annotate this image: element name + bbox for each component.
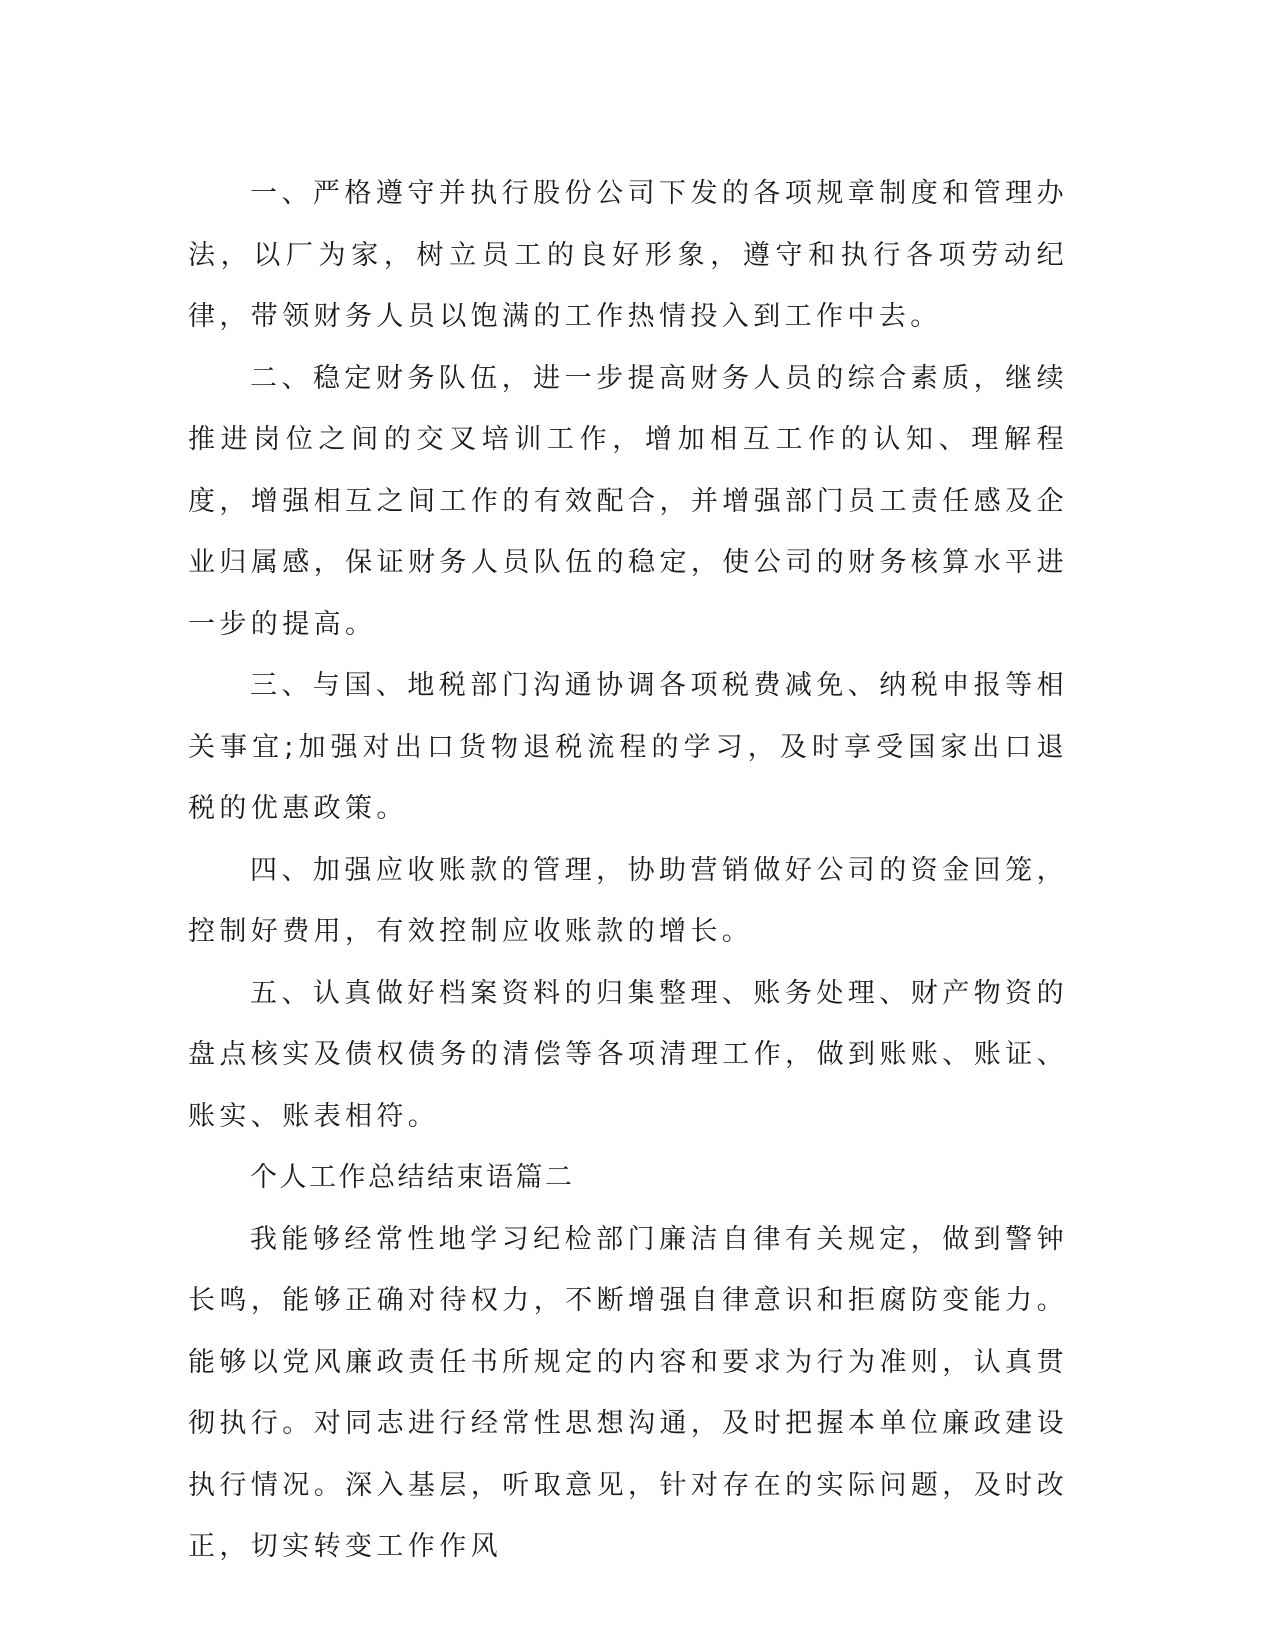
- paragraph-4: 四、加强应收账款的管理，协助营销做好公司的资金回笼，控制好费用，有效控制应收账款的增长。: [188, 854, 1068, 947]
- section-heading: 个人工作总结结束语篇二: [250, 1162, 575, 1193]
- section-paragraph: 我能够经常性地学习纪检部门廉洁自律有关规定，做到警钟长鸣，能够正确对待权力，不断增强自律意识和拒腐防变能力。能够以党风廉政责任书所规定的内容和要求为行为准则，认真贯彻执行。对同志进行经常性思想沟通，及时把握本单位廉政建设执行情况。深入基层，听取意见，针对存在的实际问题，及时改正，切实转变工作作风: [188, 1223, 1068, 1562]
- paragraph-3: 三、与国、地税部门沟通协调各项税费减免、纳税申报等相关事宜;加强对出口货物退税流程的学习，及时享受国家出口退税的优惠政策。: [188, 670, 1068, 824]
- paragraph-5: 五、认真做好档案资料的归集整理、账务处理、财产物资的盘点核实及债权债务的清偿等各项清理工作，做到账账、账证、账实、账表相符。: [188, 977, 1068, 1132]
- paragraph-1: 一、严格遵守并执行股份公司下发的各项规章制度和管理办法，以厂为家，树立员工的良好形象，遵守和执行各项劳动纪律，带领财务人员以饱满的工作热情投入到工作中去。: [188, 178, 1068, 332]
- paragraph-2: 二、稳定财务队伍，进一步提高财务人员的综合素质，继续推进岗位之间的交叉培训工作，增加相互工作的认知、理解程度，增强相互之间工作的有效配合，并增强部门员工责任感及企业归属感，保证财务人员队伍的稳定，使公司的财务核算水平进一步的提高。: [188, 362, 1068, 640]
- document-body: [188, 163, 1068, 1578]
